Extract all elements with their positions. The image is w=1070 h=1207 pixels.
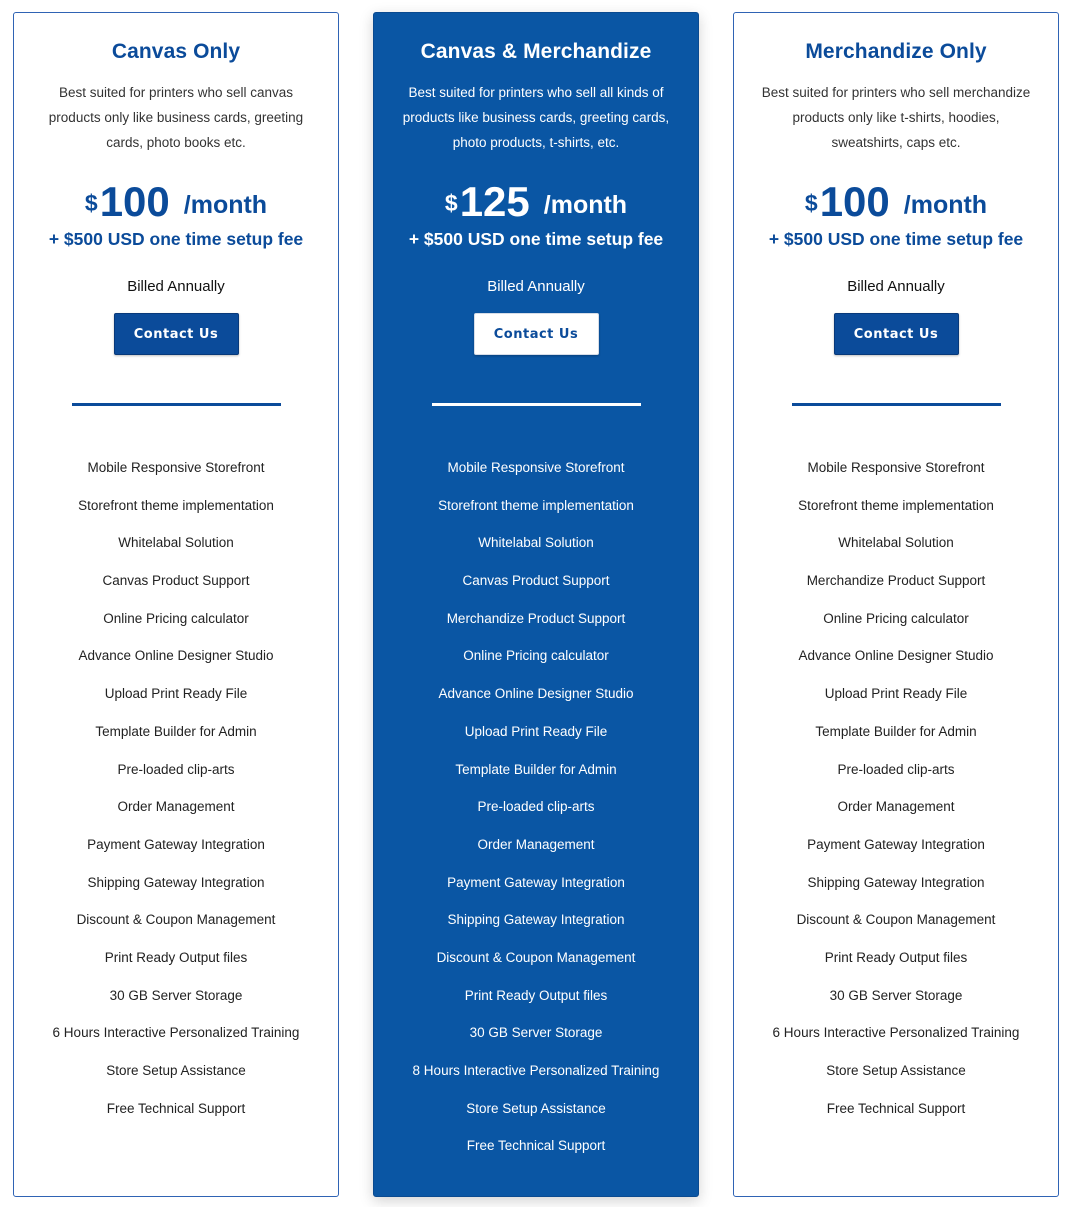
- feature-item: Payment Gateway Integration: [87, 836, 265, 852]
- divider: [432, 403, 641, 406]
- plan-title: Merchandize Only: [805, 40, 987, 63]
- feature-item: Payment Gateway Integration: [807, 836, 985, 852]
- divider: [72, 403, 281, 406]
- feature-item: Online Pricing calculator: [463, 648, 609, 664]
- feature-item: 8 Hours Interactive Personalized Training: [412, 1063, 660, 1078]
- feature-item: Template Builder for Admin: [815, 723, 977, 739]
- price-period: /month: [183, 191, 268, 219]
- contact-us-button[interactable]: Contact Us: [834, 313, 959, 355]
- feature-item: Order Management: [117, 799, 235, 815]
- feature-item: Discount & Coupon Management: [796, 912, 996, 928]
- feature-item: 6 Hours Interactive Personalized Training: [52, 1025, 300, 1041]
- feature-item: Storefront theme implementation: [78, 497, 274, 513]
- feature-item: Merchandize Product Support: [806, 573, 986, 589]
- feature-item: Payment Gateway Integration: [447, 874, 625, 890]
- price-currency: $: [84, 190, 98, 216]
- pricing-card-merchandize-only: [733, 12, 1059, 1197]
- feature-item: Shipping Gateway Integration: [447, 912, 625, 928]
- pricing-card-canvas-only: [13, 12, 339, 1197]
- feature-item: Free Technical Support: [826, 1100, 966, 1116]
- feature-item: Mobile Responsive Storefront: [447, 460, 625, 475]
- feature-item: Advance Online Designer Studio: [798, 648, 994, 664]
- plan-description: Best suited for printers who sell canvas products only like business cards, greeting cards, photo books etc.: [48, 85, 304, 150]
- setup-fee: + $500 USD one time setup fee: [768, 229, 1024, 249]
- feature-item: Canvas Product Support: [462, 573, 610, 589]
- price-period: /month: [903, 191, 988, 219]
- price-amount: 100: [99, 178, 170, 225]
- feature-item: Upload Print Ready File: [104, 686, 248, 702]
- feature-item: Shipping Gateway Integration: [807, 874, 985, 890]
- feature-item: Free Technical Support: [106, 1100, 246, 1116]
- feature-item: Template Builder for Admin: [95, 723, 257, 739]
- feature-item: Whitelabal Solution: [118, 535, 234, 551]
- plan-title: Canvas & Merchandize: [420, 40, 652, 63]
- feature-item: Mobile Responsive Storefront: [807, 460, 985, 475]
- feature-list: [374, 456, 698, 1172]
- billing-cycle: Billed Annually: [127, 278, 225, 295]
- pricing-card-canvas-and-merchandize: [373, 12, 699, 1197]
- billing-cycle: Billed Annually: [487, 278, 585, 295]
- plan-description: Best suited for printers who sell merchandize products only like t-shirts, hoodies, sweatshirts, caps etc.: [761, 85, 1031, 150]
- feature-item: Upload Print Ready File: [824, 686, 968, 702]
- feature-list: [734, 456, 1058, 1134]
- plan-price: [14, 175, 338, 223]
- setup-fee: + $500 USD one time setup fee: [48, 229, 304, 249]
- feature-item: Upload Print Ready File: [464, 723, 608, 739]
- billing-cycle: Billed Annually: [847, 278, 945, 295]
- setup-fee: + $500 USD one time setup fee: [408, 229, 664, 249]
- plan-price: [374, 175, 698, 223]
- divider: [792, 403, 1001, 406]
- feature-item: Advance Online Designer Studio: [438, 686, 634, 702]
- feature-item: 30 GB Server Storage: [469, 1025, 603, 1041]
- feature-item: Pre-loaded clip-arts: [837, 761, 955, 777]
- contact-us-button[interactable]: Contact Us: [474, 313, 599, 355]
- feature-item: Order Management: [837, 799, 955, 815]
- feature-item: Free Technical Support: [466, 1138, 606, 1154]
- feature-item: Pre-loaded clip-arts: [477, 799, 595, 815]
- price-currency: $: [804, 190, 818, 216]
- feature-item: Pre-loaded clip-arts: [117, 761, 235, 777]
- feature-item: Shipping Gateway Integration: [87, 874, 265, 890]
- feature-item: Print Ready Output files: [824, 949, 968, 965]
- feature-item: Storefront theme implementation: [438, 497, 634, 513]
- feature-item: Online Pricing calculator: [103, 610, 249, 626]
- feature-item: Whitelabal Solution: [838, 535, 954, 551]
- feature-item: Print Ready Output files: [464, 987, 608, 1003]
- feature-item: Store Setup Assistance: [466, 1100, 606, 1116]
- feature-item: 30 GB Server Storage: [109, 987, 243, 1003]
- feature-item: Whitelabal Solution: [478, 535, 594, 551]
- feature-item: 30 GB Server Storage: [829, 987, 963, 1003]
- feature-item: Online Pricing calculator: [823, 610, 969, 626]
- price-currency: $: [444, 190, 458, 216]
- feature-item: Advance Online Designer Studio: [78, 648, 274, 664]
- feature-item: Print Ready Output files: [104, 949, 248, 965]
- feature-item: Order Management: [477, 836, 595, 852]
- feature-item: Discount & Coupon Management: [76, 912, 276, 928]
- feature-item: Discount & Coupon Management: [436, 949, 636, 965]
- feature-item: Store Setup Assistance: [826, 1063, 966, 1078]
- feature-item: Mobile Responsive Storefront: [87, 460, 265, 475]
- price-amount: 100: [819, 178, 890, 225]
- feature-item: Storefront theme implementation: [798, 497, 994, 513]
- plan-title: Canvas Only: [111, 40, 241, 63]
- plan-description: Best suited for printers who sell all kinds of products like business cards, greeting cards, photo products, t-shirts, etc.: [402, 85, 670, 150]
- plan-price: [734, 175, 1058, 223]
- feature-item: 6 Hours Interactive Personalized Training: [772, 1025, 1020, 1041]
- feature-item: Store Setup Assistance: [106, 1063, 246, 1078]
- price-amount: 125: [459, 178, 530, 225]
- feature-item: Merchandize Product Support: [446, 610, 626, 626]
- feature-item: Canvas Product Support: [102, 573, 250, 589]
- feature-list: [14, 456, 338, 1134]
- price-period: /month: [543, 191, 628, 219]
- feature-item: Template Builder for Admin: [455, 761, 617, 777]
- contact-us-button[interactable]: Contact Us: [114, 313, 239, 355]
